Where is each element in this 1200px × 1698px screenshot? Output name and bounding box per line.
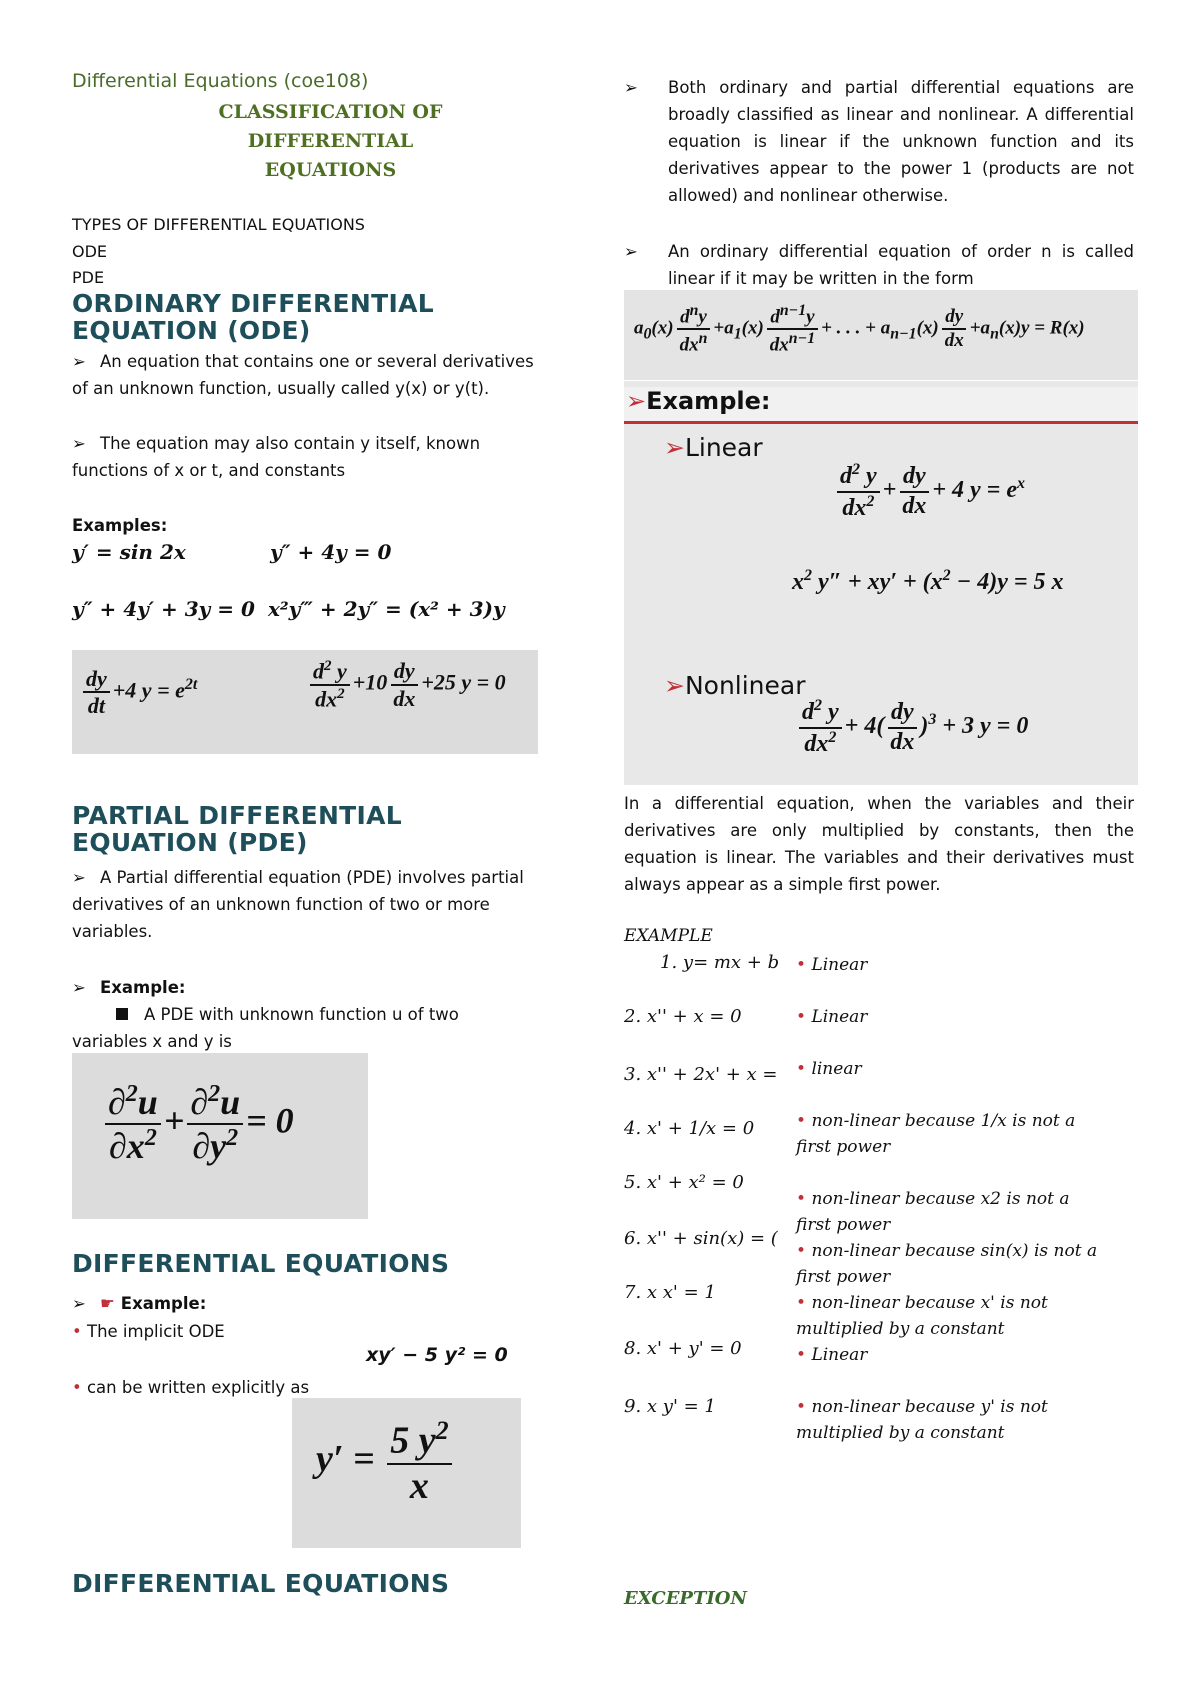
linear-form-equation: $a_0(x)$ $\frac{d^ny}{dx^n}$ $+a_1(x)$ $\frac{d^{n-1}y}{dx^{n-1}}$ + . . . + $a_{n-1}(x)$ $\frac{dy}{dx}$ $+a_n(x)y = R(x)$ bbox=[634, 302, 1085, 356]
arrow-bullet-icon: ➢ bbox=[72, 434, 86, 453]
ode-bullet-2 bbox=[72, 430, 542, 484]
equation-second-order: $\frac{d^2 y}{dx^2}$ +10 $\frac{dy}{dx}$ +25 y = 0 bbox=[307, 658, 506, 711]
arrow-red-icon: ➢ bbox=[664, 671, 685, 700]
examples-label: Examples: bbox=[72, 516, 168, 535]
ode-example-3: y″ + 4y′ + 3y = 0 bbox=[72, 597, 255, 621]
pde-heading bbox=[72, 802, 552, 856]
de-bullet-1 bbox=[72, 1318, 225, 1345]
linear-label bbox=[664, 433, 763, 462]
arrow-bullet-icon: ➢ bbox=[72, 352, 86, 371]
right-bullet-2-text: An ordinary differential equation of order n is called linear if it may be written in the form bbox=[668, 242, 1134, 288]
example-title bbox=[624, 387, 1138, 424]
linear-label-text: Linear bbox=[684, 433, 763, 462]
right-bullet-2 bbox=[624, 238, 1134, 292]
nonlinear-label-text: Nonlinear bbox=[684, 671, 806, 700]
de-bullet-1-text: The implicit ODE bbox=[86, 1322, 225, 1341]
example-note-5: • non-linear because x2 is not a first power bbox=[796, 1189, 1070, 1235]
ode-bullet-1 bbox=[72, 348, 542, 402]
exception-label: EXCEPTION bbox=[624, 1588, 747, 1609]
ode-heading-line1: ORDINARY DIFFERENTIAL bbox=[72, 289, 434, 318]
ode-example-4: x²y‴ + 2y″ = (x² + 3)y bbox=[268, 597, 505, 621]
title-line-1: CLASSIFICATION OF bbox=[218, 101, 443, 123]
dot-bullet-icon: • bbox=[72, 1322, 82, 1341]
pde-equation-box bbox=[72, 1053, 368, 1219]
example-note-6: • non-linear because sin(x) is not a first power bbox=[796, 1241, 1098, 1287]
ode-bullet-1-text: An equation that contains one or several derivatives of an unknown function, usually called y(x) or y(t). bbox=[72, 352, 534, 398]
example-eq-7: 7. x x' = 1 bbox=[624, 1282, 716, 1303]
title-line-3: EQUATIONS bbox=[264, 159, 397, 181]
dot-bullet-icon: • bbox=[72, 1378, 82, 1397]
pde-example-label bbox=[72, 974, 186, 1001]
example-title-text: Example: bbox=[646, 387, 771, 415]
linear-form-box bbox=[624, 290, 1138, 380]
nonlinear-label bbox=[664, 671, 806, 700]
example-note-4: • non-linear because 1/x is not a first power bbox=[796, 1111, 1076, 1157]
pointer-icon: ☛ bbox=[100, 1294, 115, 1313]
example-eq-8: 8. x' + y' = 0 bbox=[624, 1338, 742, 1359]
arrow-bullet-icon: ➢ bbox=[72, 1294, 86, 1313]
linear-example-2: $x^2$ $y'' + xy' + (x^2 - 4)y = 5$ x bbox=[792, 567, 1064, 595]
example-eq-6: 6. x'' + sin(x) = ( bbox=[624, 1228, 778, 1249]
arrow-bullet-icon: ➢ bbox=[624, 242, 638, 261]
example-eq-1: 1. y= mx + b bbox=[660, 952, 780, 973]
de-example-label-text: Example: bbox=[120, 1294, 207, 1313]
equation-dy-dt: $\frac{dy}{dt}$ +4 $y = e^{2t}$ bbox=[80, 666, 197, 719]
example-eq-3: 3. x'' + 2x' + x = bbox=[624, 1064, 778, 1085]
pde-example-label-text: Example: bbox=[100, 978, 186, 997]
ode-equation-box bbox=[72, 650, 538, 754]
square-bullet-icon bbox=[116, 1008, 128, 1020]
types-heading: TYPES OF DIFFERENTIAL EQUATIONS bbox=[72, 215, 365, 234]
de-bullet-2 bbox=[72, 1374, 309, 1401]
de-heading-1: DIFFERENTIAL EQUATIONS bbox=[72, 1249, 450, 1278]
example-note-1: • Linear bbox=[796, 955, 868, 975]
right-bullet-1-text: Both ordinary and partial differential equations are broadly classified as linear and nonlinear. A differential equation is linear if the unknown function and its derivatives appear to the power 1 (products are not allowed) and nonlinear otherwise. bbox=[668, 78, 1134, 205]
types-item-ode: ODE bbox=[72, 242, 108, 261]
pde-heading-line2: EQUATION (PDE) bbox=[72, 828, 308, 857]
explicit-ode-box bbox=[292, 1398, 521, 1548]
arrow-bullet-icon: ➢ bbox=[72, 868, 86, 887]
pde-bullet-1 bbox=[72, 864, 532, 945]
pde-sub-bullet-text: A PDE with unknown function u of two variables x and y is bbox=[72, 1005, 459, 1051]
ode-heading-line2: EQUATION (ODE) bbox=[72, 316, 311, 345]
pde-heading-line1: PARTIAL DIFFERENTIAL bbox=[72, 801, 403, 830]
ode-bullet-2-text: The equation may also contain y itself, known functions of x or t, and constants bbox=[72, 434, 481, 480]
example-eq-2: 2. x'' + x = 0 bbox=[624, 1006, 742, 1027]
arrow-bullet-icon: ➢ bbox=[72, 978, 86, 997]
example-note-2: • Linear bbox=[796, 1007, 868, 1027]
linear-explanation: In a differential equation, when the variables and their derivatives are only multiplied by constants, then the equation is linear. The variables and their derivatives must always appear as a simple first power. bbox=[624, 794, 1134, 894]
ode-example-1: y′ = sin 2x bbox=[72, 540, 186, 564]
example-caption: EXAMPLE bbox=[624, 926, 713, 946]
pde-bullet-1-text: A Partial differential equation (PDE) involves partial derivatives of an unknown function of two or more variables. bbox=[72, 868, 524, 941]
example-panel bbox=[624, 381, 1138, 785]
document-title bbox=[168, 98, 493, 185]
example-note-9: • non-linear because y' is not multiplied by a constant bbox=[796, 1397, 1048, 1443]
pde-sub-bullet bbox=[72, 1001, 522, 1055]
types-item-pde: PDE bbox=[72, 268, 105, 287]
de-heading-2: DIFFERENTIAL EQUATIONS bbox=[72, 1569, 450, 1598]
implicit-ode-equation: xy′ − 5 y² = 0 bbox=[366, 1344, 508, 1366]
ode-heading bbox=[72, 290, 552, 344]
arrow-red-icon: ➢ bbox=[664, 433, 685, 462]
de-example-label bbox=[72, 1290, 206, 1317]
right-bullet-1 bbox=[624, 74, 1134, 209]
example-eq-9: 9. x y' = 1 bbox=[624, 1396, 716, 1417]
arrow-bullet-icon: ➢ bbox=[624, 78, 638, 97]
de-bullet-2-text: can be written explicitly as bbox=[86, 1378, 310, 1397]
example-eq-4: 4. x' + 1/x = 0 bbox=[624, 1118, 755, 1139]
example-note-3: • linear bbox=[796, 1059, 862, 1079]
ode-example-2: y″ + 4y = 0 bbox=[270, 540, 392, 564]
title-line-2: DIFFERENTIAL bbox=[247, 130, 414, 152]
nonlinear-example: $\frac{d^2 y}{dx^2}$ + 4( $\frac{dy}{dx}$ )$^3$ + 3 y = 0 bbox=[796, 697, 1028, 758]
example-note-8: • Linear bbox=[796, 1345, 868, 1365]
arrow-red-icon: ➢ bbox=[626, 387, 647, 415]
linear-example-1: $\frac{d^2 y}{dx^2}$ + $\frac{dy}{dx}$ + 4 $y = e^x$ bbox=[834, 461, 1025, 522]
course-title: Differential Equations (coe108) bbox=[72, 70, 369, 92]
laplace-equation: $\frac{\partial^2u}{\partial x^2}$ + $\frac{\partial^2u}{\partial y^2}$ = 0 bbox=[102, 1081, 294, 1168]
example-eq-5: 5. x' + x² = 0 bbox=[624, 1172, 744, 1193]
explicit-ode-equation: y′ = $\frac{5 y^2}{x}$ bbox=[316, 1416, 455, 1509]
example-note-7: • non-linear because x' is not multiplied by a constant bbox=[796, 1293, 1048, 1339]
